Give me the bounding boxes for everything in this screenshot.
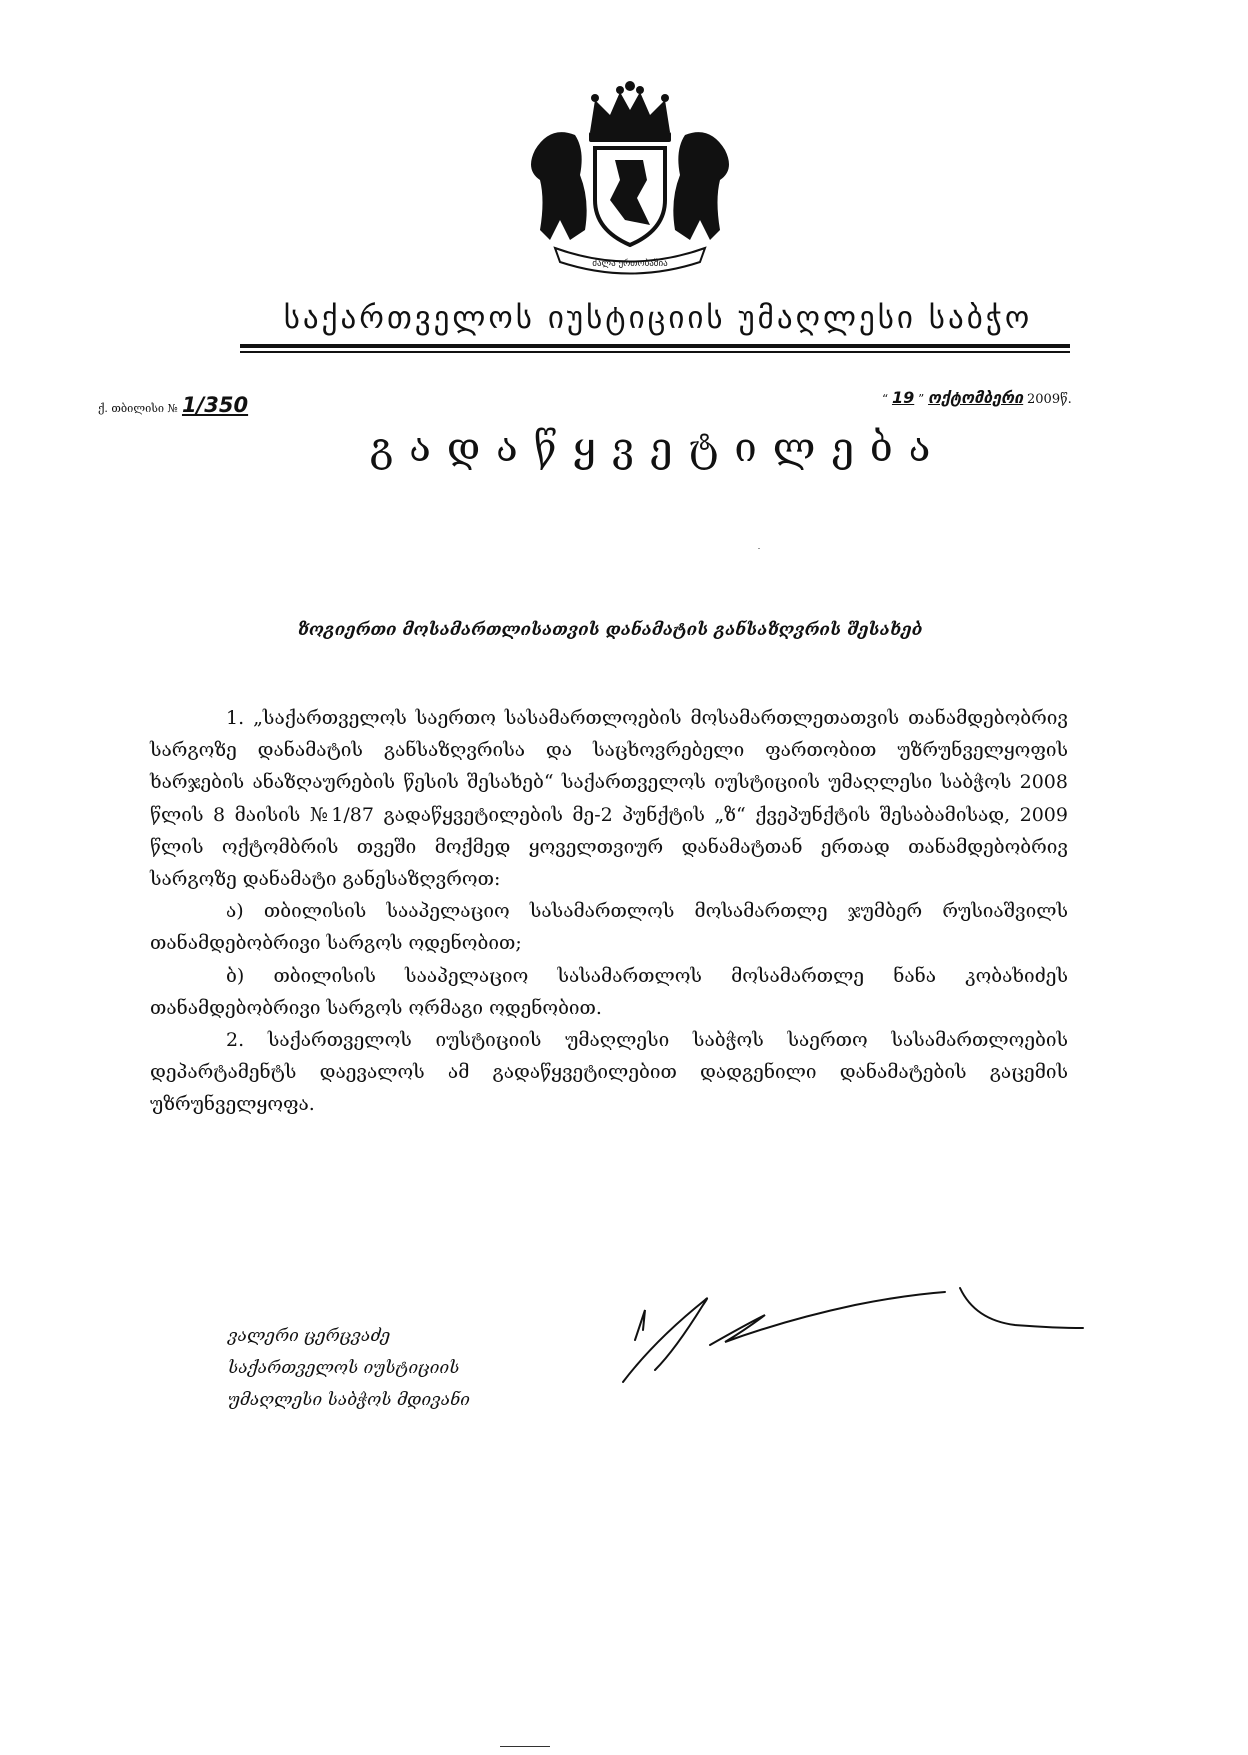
- paragraph-2: 2. საქართველოს იუსტიციის უმაღლესი საბჭოს საერთო სასამართლოების დეპარტამენტს დაევალოს ამ გადაწყვეტილებით დადგენილი დანამატების გაცემის უზრუნველყოფა.: [150, 1029, 1068, 1116]
- document-number: [98, 393, 248, 417]
- signer-block: [228, 1320, 470, 1416]
- date-quote-close: ”: [918, 392, 925, 406]
- date-quote-open: “: [882, 392, 889, 406]
- number-prefix: ქ. თბილისი №: [98, 402, 178, 415]
- number-value: 1/350: [181, 393, 249, 417]
- date-day: 19: [891, 388, 915, 407]
- speck-mark: [758, 548, 760, 549]
- header-rule-thin: [240, 351, 1070, 353]
- signer-title-line-1: საქართველოს იუსტიციის: [228, 1358, 460, 1378]
- handwritten-signature: [615, 1270, 1085, 1400]
- paragraph-1a: ა) თბილისის სააპელაციო სასამართლოს მოსამართლე ჯუმბერ რუსიაშვილს თანამდებობრივი სარგოს ოდენობით;: [150, 900, 1068, 955]
- date-year: 2009წ.: [1027, 392, 1072, 407]
- date-month: ოქტომბერი: [928, 388, 1024, 407]
- organization-title: საქართველოს იუსტიციის უმაღლესი საბჭო: [283, 300, 1033, 336]
- document-title: გადაწყვეტილება: [369, 425, 947, 471]
- footer-mark: [500, 1746, 550, 1747]
- paragraph-1b: ბ) თბილისის სააპელაციო სასამართლოს მოსამართლე ნანა კობახიძეს თანამდებობრივი სარგოს ორმაგი ოდენობით.: [150, 964, 1068, 1019]
- signer-title-line-2: უმაღლესი საბჭოს მდივანი: [228, 1390, 470, 1410]
- document-body: [150, 702, 1068, 1121]
- paragraph-1: 1. „საქართველოს საერთო სასამართლოების მოსამართლეთათვის თანამდებობრივ სარგოზე დანამატის განსაზღვრისა და საცხოვრებელი ფართობით უზრუნველყოფის ხარჯების ანაზღაურების წესის შესახებ“ საქართველოს იუსტიციის უმაღლესი საბჭოს 2008 წლის 8 მაისის №1/87 გადაწყვეტილების მე-2 პუნქტის „ზ“ ქვეპუნქტის შესაბამისად, 2009 წლის ოქტომბრის თვეში მოქმედ ყოველთვიურ დანამატთან ერთად თანამდებობრივ სარგოზე დანამატი განესაზღვროთ:: [150, 707, 1068, 891]
- document-date: [882, 388, 1072, 407]
- emblem-motto: ძალა ერთობაშია: [592, 259, 668, 269]
- document-subject: ზოგიერთი მოსამართლისათვის დანამატის განსაზღვრის შესახებ: [297, 620, 923, 640]
- header-rule-thick: [240, 344, 1070, 348]
- signer-name: ვალერი ცერცვაძე: [228, 1326, 391, 1346]
- coat-of-arms-emblem: [515, 80, 745, 280]
